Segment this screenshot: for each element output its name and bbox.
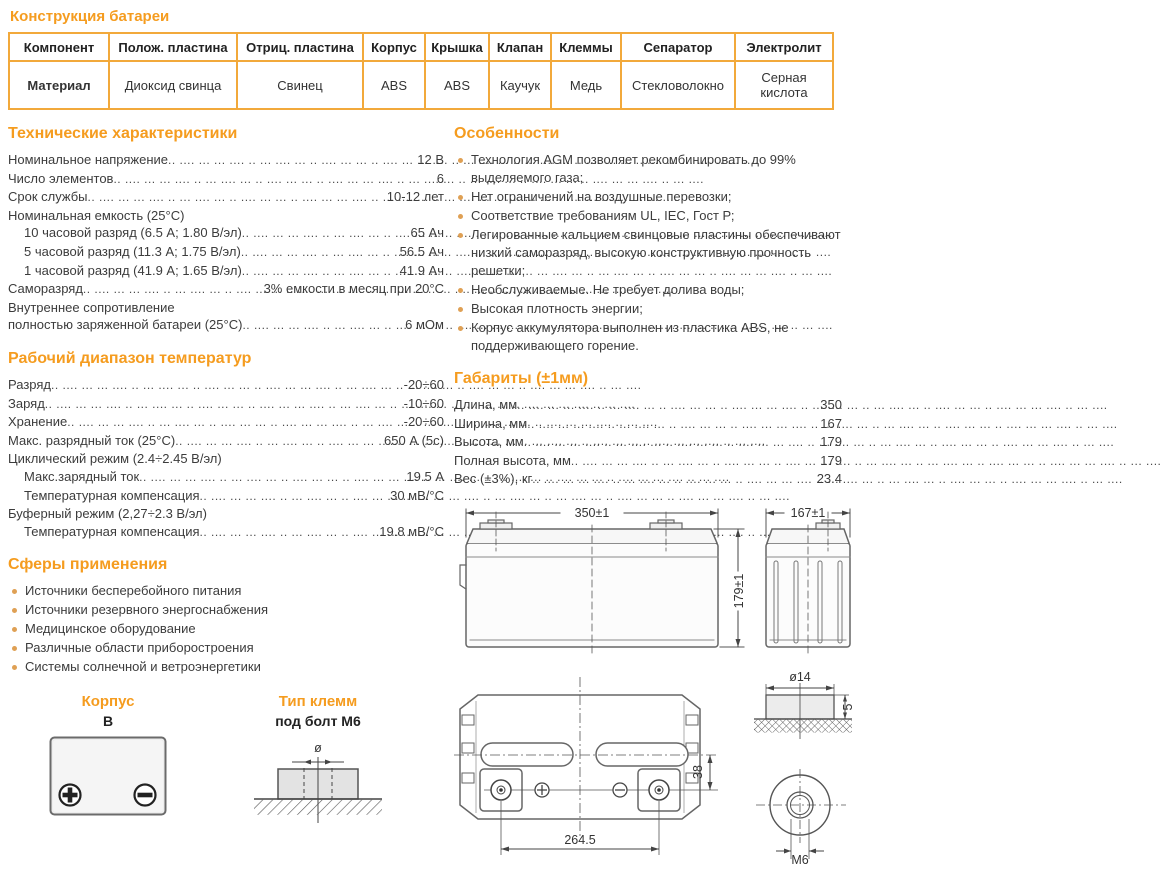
spec-row (8, 413, 444, 432)
spec-label: Число элементов (8, 170, 114, 186)
bullet-icon (458, 233, 463, 238)
table-cell: Серная кислота (735, 61, 833, 109)
section-title-tech: Технические характеристики (8, 125, 238, 142)
list-item (454, 319, 842, 355)
dot-leader (113, 170, 433, 189)
minus-mark-icon (613, 783, 627, 797)
list-item (8, 601, 444, 619)
applications-list (8, 582, 444, 676)
spec-label: Температурная компенсация (24, 487, 200, 503)
terminal-type-block (208, 692, 428, 827)
plus-terminal-icon (60, 785, 81, 806)
list-item-text: Медицинское оборудование (25, 621, 196, 637)
spec-label: Макс. разрядный ток (25°C) (8, 432, 176, 448)
col-header: Сепаратор (621, 33, 735, 61)
bolt-diameter-label: ø14 (789, 669, 811, 684)
front-width-label: 350±1 (574, 505, 610, 520)
dot-leader (51, 376, 401, 395)
diameter-symbol-label: ø (314, 741, 322, 756)
terminal-bolt-diagram (248, 735, 388, 827)
list-item (454, 151, 842, 187)
spec-value: 19.5 А (406, 468, 444, 484)
spec-value: 30 мВ/°С (390, 487, 444, 503)
spec-label: Циклический режим (2.4÷2.45 В/эл) (8, 451, 222, 467)
terminal-title: Тип клемм (278, 693, 358, 711)
spec-row (8, 395, 444, 414)
dot-leader (517, 396, 817, 415)
dot-leader (242, 316, 402, 335)
spec-label: Длина, мм (454, 397, 518, 412)
spec-value: 6 мОм (405, 317, 444, 333)
spec-value: 65 Ач (410, 225, 444, 241)
spec-label: Номинальное напряжение (8, 152, 169, 167)
list-item (454, 207, 842, 225)
spec-row (8, 376, 444, 395)
table-cell: Каучук (489, 61, 551, 109)
spec-row (8, 450, 444, 468)
spec-value: 179 (820, 452, 842, 468)
col-header: Полож. пластина (109, 33, 237, 61)
spec-value: 10-12 лет (386, 189, 444, 205)
terminal-top-detail (756, 769, 846, 867)
table-cell: Свинец (237, 61, 363, 109)
table-cell: ABS (425, 61, 489, 109)
spec-value: 350 (820, 397, 842, 412)
dot-leader (242, 224, 408, 243)
features-list (454, 151, 842, 355)
front-view (460, 506, 746, 653)
case-block (8, 692, 208, 827)
spec-label: Хранение (8, 414, 68, 430)
bullet-icon (458, 288, 463, 293)
dot-leader (571, 452, 817, 471)
spec-row (8, 188, 444, 207)
dot-leader (241, 243, 397, 262)
list-item (454, 300, 842, 318)
list-item (454, 226, 842, 280)
list-item-text: Технология AGM позволяет рекомбинировать до 99% выделяемого газа; (471, 152, 796, 185)
spec-label: Ширина, мм (454, 415, 528, 431)
case-and-terminal-diagrams (8, 692, 444, 827)
bullet-icon (458, 158, 463, 163)
terminal-offset-label: 38 (691, 765, 705, 779)
spec-label: Полная высота, мм (454, 452, 571, 468)
bullet-icon (12, 627, 17, 632)
spec-row (8, 505, 444, 523)
spec-row (8, 299, 444, 317)
section-title-features: Особенности (454, 125, 560, 142)
spec-label: Заряд (8, 395, 45, 411)
spec-value: 41.9 Ач (399, 262, 444, 278)
spec-value: 167 (820, 415, 842, 431)
dimensions-list (454, 396, 842, 489)
spec-row (454, 415, 842, 434)
spec-label: 5 часовой разряд (11.3 А; 1.75 В/эл) (24, 243, 241, 259)
spec-row (8, 432, 444, 451)
spec-label: Саморазряд (8, 281, 83, 297)
spec-row (454, 470, 842, 489)
list-item-text: Источники бесперебойного питания (25, 583, 242, 599)
spec-value: 3% емкости в месяц при 20°C (263, 281, 444, 297)
spec-label: 10 часовой разряд (6.5 А; 1.80 В/эл) (24, 225, 242, 241)
spec-value: 23.4 (816, 471, 842, 487)
dot-leader (524, 433, 818, 452)
case-title: Корпус (81, 693, 135, 711)
table-cell: Медь (551, 61, 621, 109)
spec-label: 1 часовой разряд (41.9 А; 1.65 В/эл) (24, 262, 242, 278)
section-title-construction: Конструкция батареи (10, 8, 170, 25)
spec-row (8, 207, 444, 225)
spec-label: Буферный режим (2,27÷2.3 В/эл) (8, 506, 207, 522)
spec-value: 56.5 Ач (399, 243, 444, 259)
spec-row (8, 243, 444, 262)
spec-row (454, 452, 842, 471)
row-label: Материал (9, 61, 109, 109)
col-header: Компонент (9, 33, 109, 61)
list-item (454, 281, 842, 299)
spec-row (8, 523, 444, 542)
table-cell: Стекловолокно (621, 61, 735, 109)
terminal-side-detail (754, 670, 855, 739)
col-header: Электролит (735, 33, 833, 61)
bullet-icon (458, 326, 463, 331)
spec-row (8, 468, 444, 487)
list-item-text: Источники резервного энергоснабжения (25, 602, 269, 618)
bullet-icon (12, 608, 17, 613)
list-item (8, 658, 444, 676)
left-column (8, 110, 444, 869)
minus-terminal-icon (135, 785, 156, 806)
spec-row (8, 170, 444, 189)
dot-leader (242, 262, 397, 281)
list-item-text: Нет ограничений на воздушные перевозки; (471, 189, 732, 204)
spec-row (8, 262, 444, 281)
list-item-text: Корпус аккумулятора выполнен из пластика ABS, не поддерживающего горение. (471, 320, 789, 353)
terminal-subtitle: под болт М6 (275, 713, 361, 730)
list-item (8, 639, 444, 657)
side-width-label: 167±1 (790, 505, 826, 520)
plus-mark-icon (535, 783, 549, 797)
thread-size-label: M6 (791, 852, 809, 867)
dot-leader (200, 523, 377, 542)
list-item-text: Соответствие требованиям UL, IEC, Гост Р; (471, 208, 735, 223)
case-variant: B (102, 713, 114, 730)
col-header: Клапан (489, 33, 551, 61)
spec-row (8, 224, 444, 243)
list-item-text: Различные области приборостроения (25, 640, 254, 656)
list-item-text: Легированные кальцием свинцовые пластины обеспечивают низкий саморазряд, высокую конструктивную прочность решетки; (471, 227, 841, 278)
battery-front-side-views (454, 499, 854, 667)
section-title-dimensions: Габариты (±1мм) (454, 370, 589, 387)
list-item-text: Высокая плотность энергии; (471, 301, 643, 316)
temperature-list (8, 376, 444, 541)
dot-leader (532, 470, 813, 489)
col-header: Крышка (425, 33, 489, 61)
spec-value: 12 В (417, 152, 444, 167)
spec-row (8, 487, 444, 506)
spec-value: -20÷60 (403, 414, 444, 430)
spec-label: Температурная компенсация (24, 523, 200, 539)
dot-leader (175, 432, 381, 451)
table-header-row (9, 33, 833, 61)
dot-leader (527, 415, 817, 434)
table-row (9, 61, 833, 109)
spec-label: полностью заряженной батареи (25°C) (8, 317, 243, 333)
front-height-label: 179±1 (732, 573, 746, 609)
dot-leader (88, 188, 384, 207)
col-header: Отриц. пластина (237, 33, 363, 61)
two-column-layout (8, 110, 855, 869)
dot-leader (67, 413, 400, 432)
table-cell: Диоксид свинца (109, 61, 237, 109)
spec-row (454, 396, 842, 415)
spec-row (454, 433, 842, 452)
spec-label: Высота, мм (454, 434, 524, 450)
spec-value: 6 (436, 170, 444, 186)
right-column (454, 110, 855, 869)
bullet-icon (12, 665, 17, 670)
spec-value: 179 (820, 434, 842, 450)
construction-table (8, 32, 834, 110)
spec-label: Номинальная емкость (25°C) (8, 207, 185, 223)
spec-value: -10÷60 (403, 395, 444, 411)
spec-label: Внутреннее сопротивление (8, 299, 175, 315)
list-item (8, 582, 444, 600)
top-view (454, 677, 718, 855)
spec-row (8, 151, 444, 170)
bullet-icon (12, 589, 17, 594)
list-item (454, 188, 842, 206)
dot-leader (45, 395, 401, 414)
col-header: Клеммы (551, 33, 621, 61)
bullet-icon (12, 646, 17, 651)
list-item (8, 620, 444, 638)
spec-label: Макс.зарядный ток (24, 468, 140, 484)
spec-label: Разряд (8, 376, 51, 392)
spec-row (8, 316, 444, 335)
section-title-applications: Сферы применения (8, 556, 168, 574)
side-view (766, 506, 850, 653)
dot-leader (200, 487, 388, 506)
spec-label: Вес (±3%), кг (454, 471, 533, 487)
spec-value: 650 А (5с) (384, 432, 444, 448)
bolt-height-label: 5 (841, 703, 855, 711)
bullet-icon (458, 214, 463, 219)
spec-value: -20÷60 (403, 376, 444, 392)
battery-case-diagram (48, 735, 168, 817)
list-item-text: Необслуживаемые. Не требует долива воды; (471, 282, 745, 297)
battery-top-view-and-terminal-details (454, 669, 854, 869)
section-title-temperature: Рабочий диапазон температур (8, 349, 252, 367)
list-item-text: Системы солнечной и ветроэнергетики (25, 659, 261, 675)
spec-label: Срок службы (8, 189, 88, 205)
dot-leader (83, 280, 261, 299)
bullet-icon (458, 307, 463, 312)
terminal-spacing-label: 264.5 (564, 832, 596, 847)
dot-leader (139, 468, 403, 487)
tech-specs-list (8, 151, 444, 335)
dot-leader (168, 151, 414, 170)
bullet-icon (458, 195, 463, 200)
spec-row (8, 280, 444, 299)
spec-value: 19.8 мВ/°С (379, 523, 444, 539)
table-cell: ABS (363, 61, 425, 109)
col-header: Корпус (363, 33, 425, 61)
